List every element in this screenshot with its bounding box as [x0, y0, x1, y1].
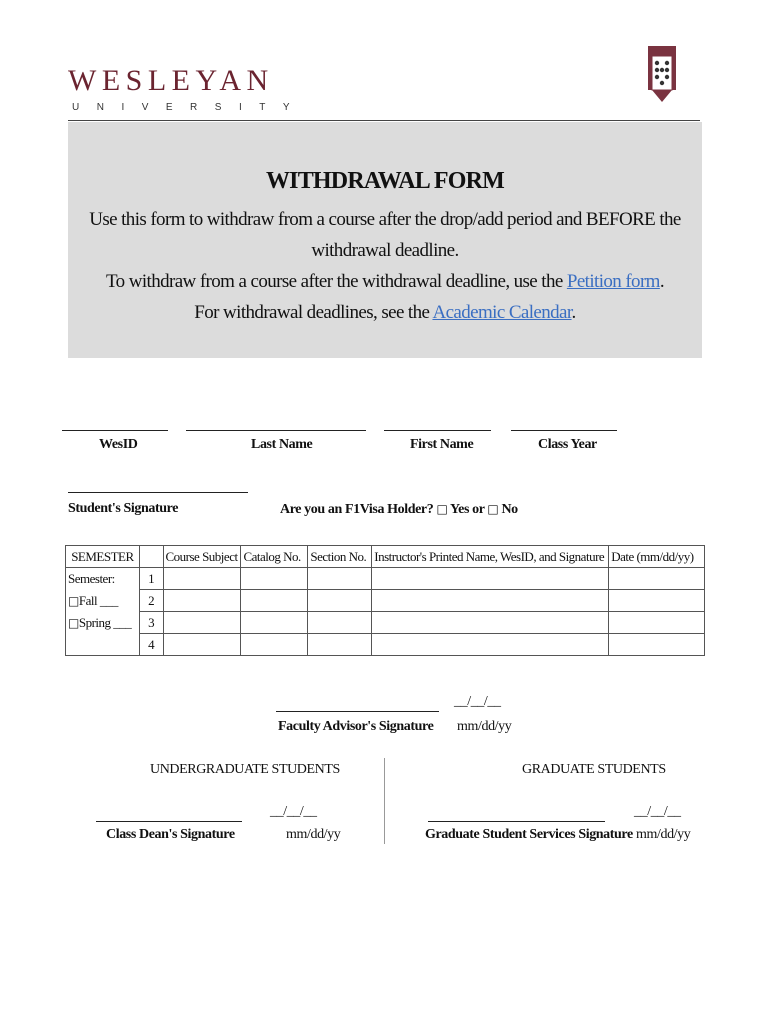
section-no-cell[interactable]: [308, 634, 372, 656]
date-cell[interactable]: [609, 634, 705, 656]
student-signature-label: Student's Signature: [68, 501, 179, 516]
instructor-cell[interactable]: [372, 634, 609, 656]
class-dean-date-label: mm/dd/yy: [286, 827, 341, 842]
section-no-cell[interactable]: [308, 590, 372, 612]
fall-option[interactable]: [66, 590, 140, 612]
instructor-cell[interactable]: [372, 568, 609, 590]
fall-label: Fall ___: [78, 592, 118, 608]
course-subject-cell[interactable]: [163, 590, 241, 612]
instructor-cell[interactable]: [372, 590, 609, 612]
date-cell[interactable]: [609, 568, 705, 590]
semester-label: Semester:: [66, 568, 140, 590]
instruction-line-3-end: .: [571, 302, 576, 323]
visa-question: [280, 501, 518, 518]
row-number: 1: [139, 568, 163, 590]
column-divider: [384, 758, 385, 844]
info-box: [68, 122, 702, 358]
shield-icon: [648, 46, 676, 102]
row-number: 2: [139, 590, 163, 612]
date-cell[interactable]: [609, 590, 705, 612]
catalog-no-cell[interactable]: [241, 634, 308, 656]
graduate-services-date-label: mm/dd/yy: [636, 827, 691, 842]
wesid-label: WesID: [99, 437, 138, 452]
graduate-heading: GRADUATE STUDENTS: [522, 762, 666, 777]
form-title: WITHDRAWAL FORM: [265, 168, 505, 194]
date-cell[interactable]: [609, 612, 705, 634]
table-header-course-subject: Course Subject: [163, 546, 241, 568]
class-dean-signature-label: Class Dean's Signature: [106, 827, 235, 842]
instruction-line-3: [86, 297, 684, 328]
course-subject-cell[interactable]: [163, 634, 241, 656]
first-name-label: First Name: [410, 437, 474, 452]
undergraduate-heading: UNDERGRADUATE STUDENTS: [150, 762, 340, 777]
instruction-line-2-end: .: [659, 271, 665, 292]
graduate-services-signature-field[interactable]: [428, 821, 605, 822]
faculty-advisor-date-field[interactable]: __/__/__: [454, 694, 501, 709]
faculty-advisor-date-label: mm/dd/yy: [457, 719, 512, 734]
course-table: [65, 545, 705, 656]
section-no-cell[interactable]: [308, 612, 372, 634]
course-subject-cell[interactable]: [163, 612, 241, 634]
table-header-date: Date (mm/dd/yy): [609, 546, 705, 568]
instruction-line-3-text: For withdrawal deadlines, see the: [194, 302, 433, 323]
wesid-field[interactable]: [62, 430, 168, 431]
first-name-field[interactable]: [384, 430, 491, 431]
academic-calendar-link[interactable]: Academic Calendar: [432, 302, 572, 323]
table-row: [66, 634, 705, 656]
header-rule: [68, 120, 700, 121]
instruction-line-2-text: To withdraw from a course after the withdrawal deadline, use the: [105, 271, 567, 292]
table-header-section-no: Section No.: [308, 546, 372, 568]
catalog-no-cell[interactable]: [241, 568, 308, 590]
graduate-services-date-field[interactable]: __/__/__: [634, 804, 681, 819]
student-signature-field[interactable]: [68, 492, 248, 493]
class-year-field[interactable]: [511, 430, 617, 431]
class-year-label: Class Year: [538, 437, 597, 452]
visa-no-checkbox[interactable]: □: [487, 502, 499, 516]
fall-checkbox[interactable]: □: [68, 593, 79, 608]
spring-checkbox[interactable]: □: [68, 615, 79, 630]
graduate-services-signature-label: Graduate Student Services Signature: [425, 827, 633, 842]
faculty-advisor-signature-label: Faculty Advisor's Signature: [278, 719, 434, 734]
faculty-advisor-signature-field[interactable]: [276, 711, 439, 712]
logo-subtitle: UNIVERSITY: [72, 102, 308, 113]
table-row: [66, 590, 705, 612]
semester-empty-cell: [66, 634, 140, 656]
instructor-cell[interactable]: [372, 612, 609, 634]
visa-yes-label: Yes or: [450, 502, 485, 517]
table-header-catalog-no: Catalog No.: [241, 546, 308, 568]
table-header-instructor: Instructor's Printed Name, WesID, and Signature: [372, 546, 609, 568]
visa-no-label: No: [501, 502, 518, 517]
instructions: [86, 204, 684, 328]
instruction-line-2: [86, 266, 684, 297]
class-dean-signature-field[interactable]: [96, 821, 242, 822]
table-header-row: [66, 546, 705, 568]
catalog-no-cell[interactable]: [241, 612, 308, 634]
catalog-no-cell[interactable]: [241, 590, 308, 612]
spring-option[interactable]: [66, 612, 140, 634]
last-name-label: Last Name: [251, 437, 313, 452]
instruction-line-1: Use this form to withdraw from a course after the drop/add period and BEFORE the withdrawal deadline.: [89, 209, 681, 261]
last-name-field[interactable]: [186, 430, 366, 431]
petition-form-link[interactable]: Petition form: [566, 271, 660, 292]
spring-label: Spring ___: [78, 614, 132, 630]
section-no-cell[interactable]: [308, 568, 372, 590]
visa-yes-checkbox[interactable]: □: [436, 502, 448, 516]
table-header-number: [139, 546, 163, 568]
class-dean-date-field[interactable]: __/__/__: [270, 804, 317, 819]
row-number: 4: [139, 634, 163, 656]
table-header-semester: SEMESTER: [66, 546, 140, 568]
table-row: [66, 612, 705, 634]
logo-wordmark: WESLEYAN: [68, 64, 274, 97]
row-number: 3: [139, 612, 163, 634]
course-subject-cell[interactable]: [163, 568, 241, 590]
visa-question-text: Are you an F1Visa Holder?: [280, 502, 434, 517]
table-row: [66, 568, 705, 590]
